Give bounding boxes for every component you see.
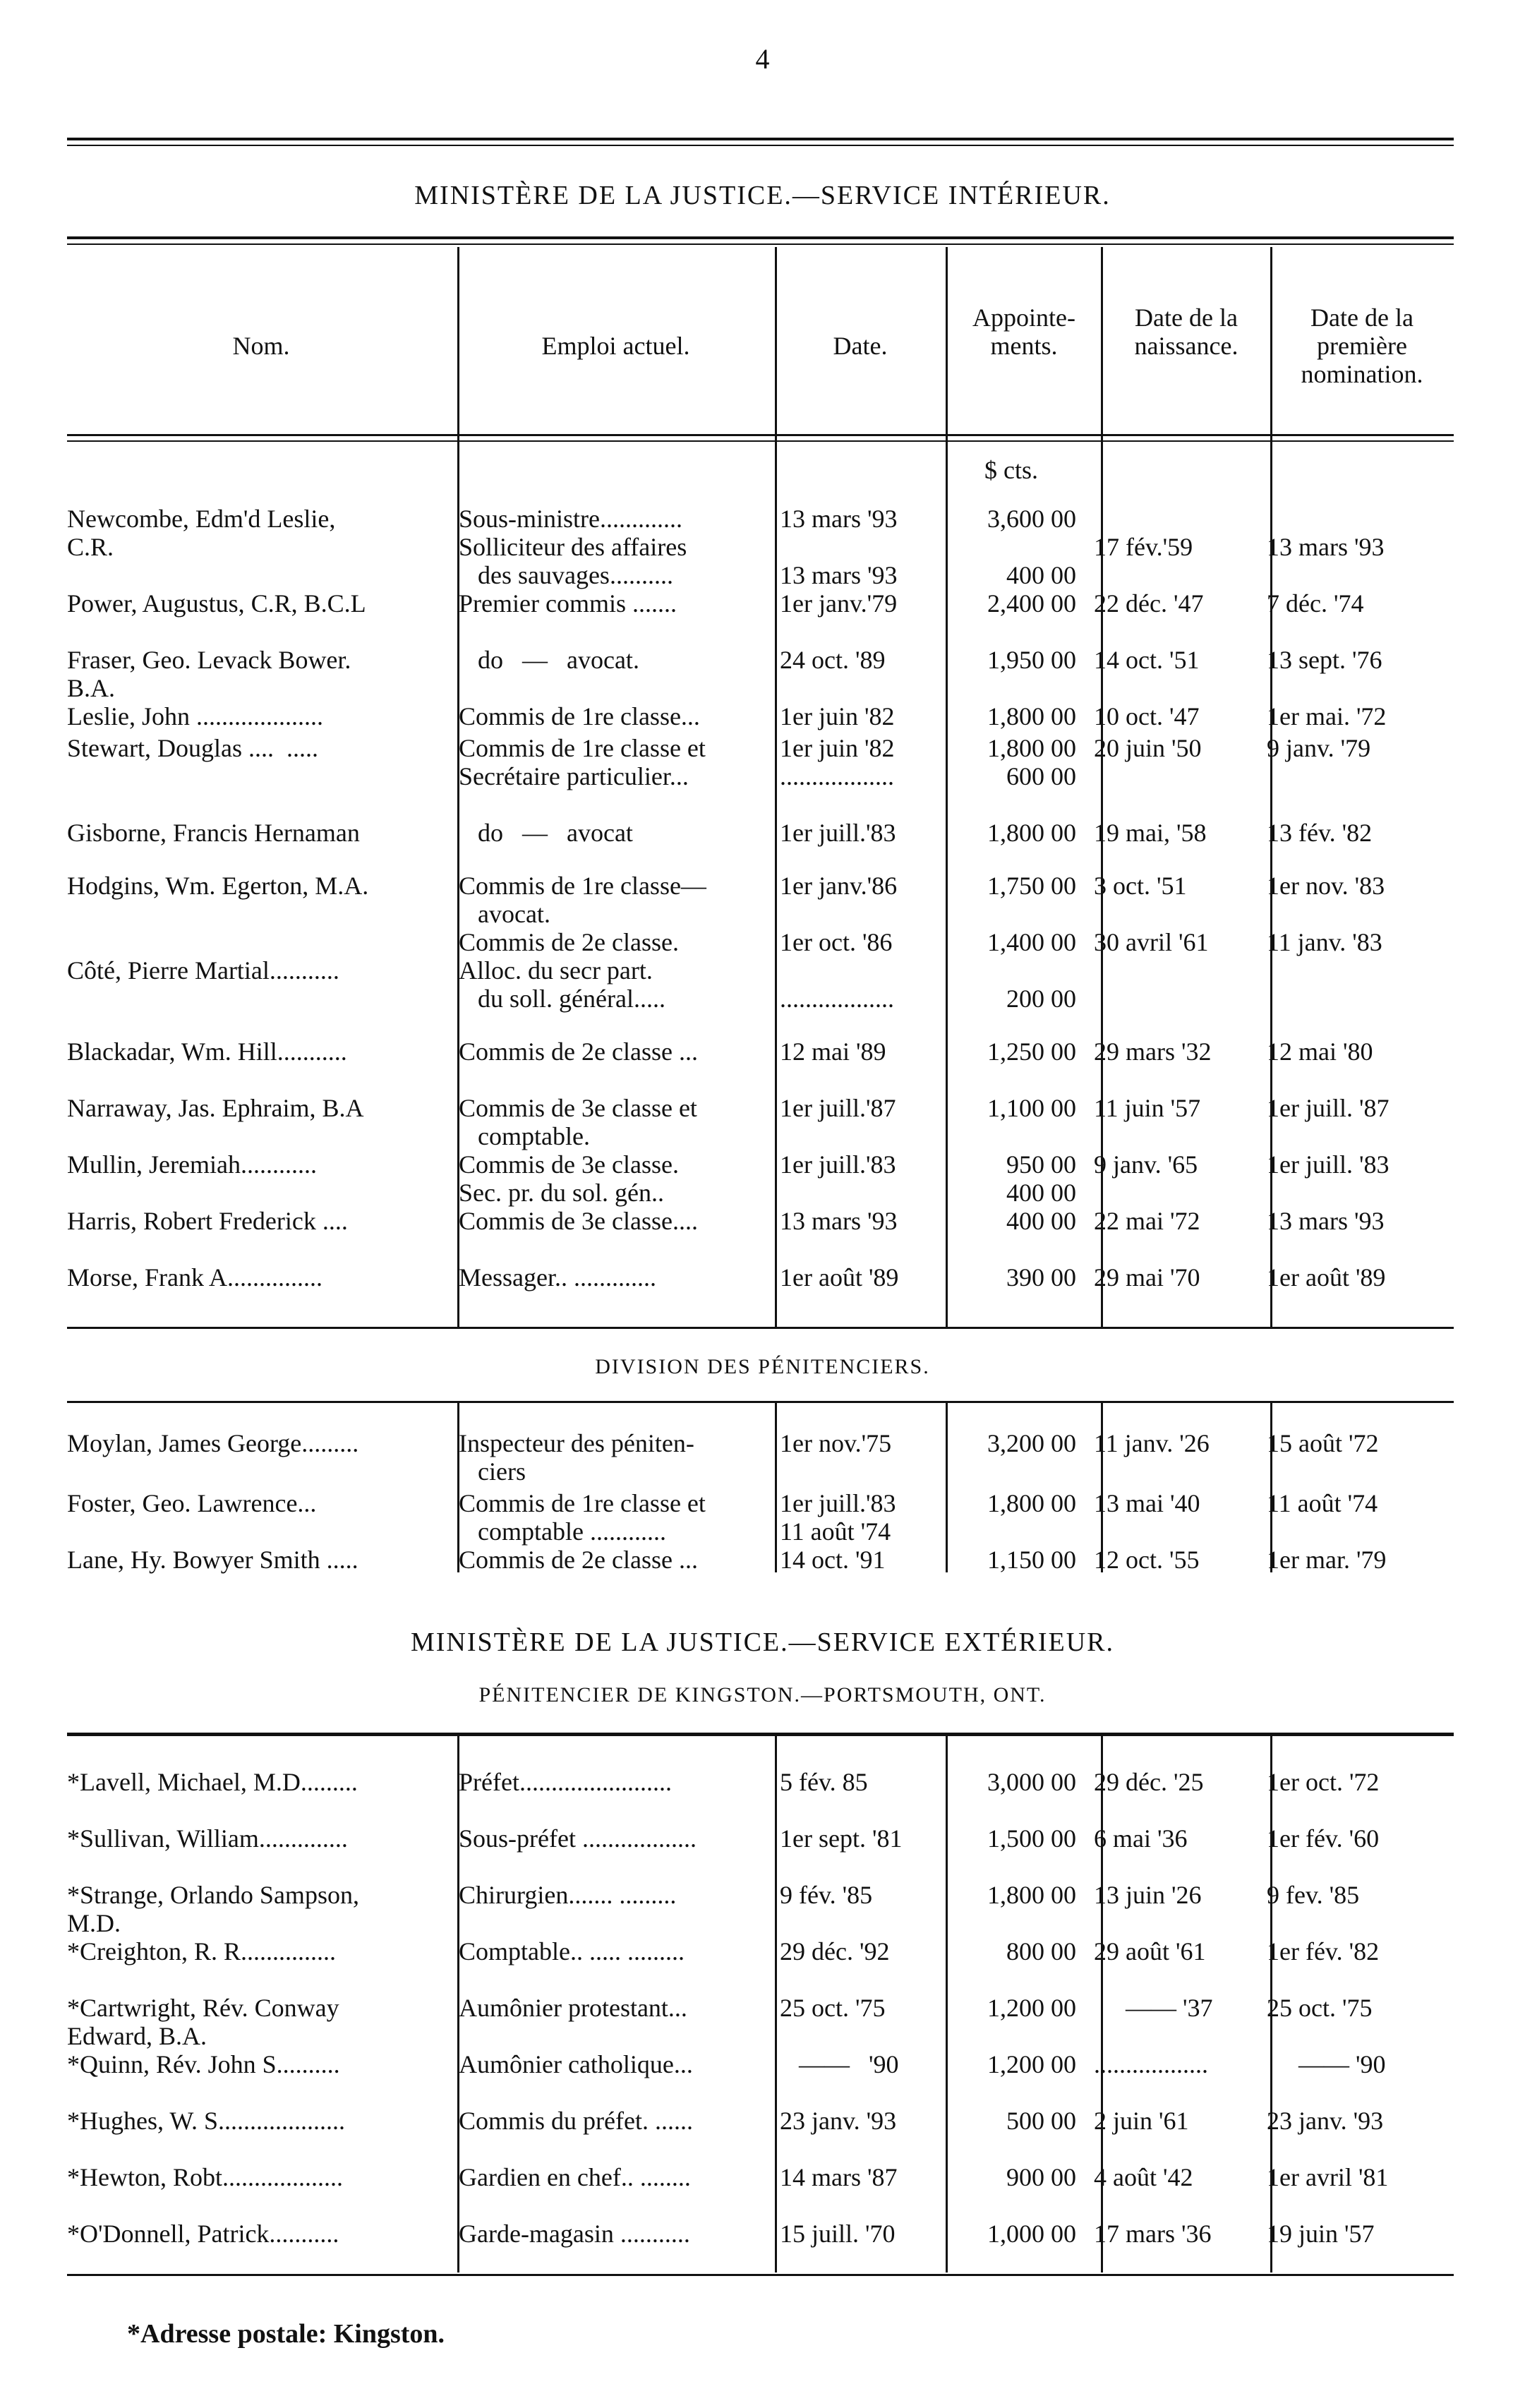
cell-appointements: 800 00 [1006, 1937, 1076, 1965]
cell-premiere-nomination: 1er juill. '87 [1267, 1094, 1390, 1122]
cell-naissance: 17 mars '36 [1094, 2220, 1212, 2248]
cell-date: 1er juill.'87 [780, 1094, 896, 1122]
cell-premiere-nomination: 19 juin '57 [1267, 2220, 1375, 2248]
cell-naissance: 13 juin '26 [1094, 1881, 1202, 1909]
cell-date: 1er oct. '86 .................. [780, 928, 894, 1013]
cell-appointements: 400 00 [1006, 1207, 1076, 1235]
division-top-rule [67, 1327, 1454, 1329]
cell-nom: Leslie, John .................... [67, 702, 323, 730]
cell-premiere-nomination: 11 janv. '83 [1267, 928, 1382, 956]
cell-appointements: 1,750 00 [987, 872, 1076, 900]
cell-nom: Côté, Pierre Martial........... [67, 956, 339, 985]
cell-premiere-nomination: 9 fev. '85 [1267, 1881, 1360, 1909]
header-naissance: Date de la naissance. [1134, 303, 1238, 360]
bottom-rule [67, 2274, 1454, 2276]
cell-date: 14 mars '87 [780, 2163, 898, 2191]
cell-date: 14 oct. '91 [780, 1546, 886, 1574]
cell-date: 29 déc. '92 [780, 1937, 890, 1965]
cell-date: 1er nov.'75 [780, 1429, 892, 1457]
cell-nom: Foster, Geo. Lawrence... [67, 1489, 317, 1517]
cell-naissance: 2 juin '61 [1094, 2107, 1189, 2135]
col-divider-7 [775, 1403, 777, 1572]
cell-nom: Fraser, Geo. Levack Bower. B.A. [67, 646, 351, 702]
col-divider-2 [775, 247, 777, 1327]
header-nom: Nom. [232, 332, 290, 360]
cell-naissance: 9 janv. '65 [1094, 1150, 1198, 1179]
cell-appointements: 950 00 400 00 [1006, 1150, 1076, 1207]
cell-date: 23 janv. '93 [780, 2107, 897, 2135]
cell-appointements: 3,600 00 400 00 [987, 505, 1076, 589]
cell-naissance: 19 mai, '58 [1094, 819, 1207, 847]
cell-naissance: 22 déc. '47 [1094, 589, 1204, 618]
cell-premiere-nomination: 7 déc. '74 [1267, 589, 1364, 618]
cell-nom: *Lavell, Michael, M.D......... [67, 1768, 358, 1796]
cell-premiere-nomination: 9 janv. '79 [1267, 734, 1371, 762]
cell-emploi: Commis de 3e classe.... [459, 1207, 698, 1235]
col-divider-12 [775, 1736, 777, 2272]
cell-premiere-nomination: 1er fév. '60 [1267, 1824, 1380, 1853]
cell-date: 1er janv.'86 [780, 872, 898, 900]
cell-date: 12 mai '89 [780, 1037, 886, 1066]
cell-emploi: Commis de 1re classe... [459, 702, 700, 730]
cell-nom: *Cartwright, Rév. Conway Edward, B.A. [67, 1994, 339, 2050]
cell-emploi: Commis de 3e classe et comptable. [459, 1094, 697, 1150]
cell-nom: Power, Augustus, C.R, B.C.L [67, 589, 366, 618]
cell-appointements: 1,100 00 [987, 1094, 1076, 1122]
cell-emploi: Garde-magasin ........... [459, 2220, 690, 2248]
cell-emploi: Commis de 3e classe. Sec. pr. du sol. gén.. [459, 1150, 679, 1207]
top-rule-thin [67, 145, 1454, 146]
cell-emploi: Commis de 1re classe et Secrétaire particulier... [459, 734, 706, 790]
header-top-rule-thin [67, 243, 1454, 245]
cell-nom: *O'Donnell, Patrick........... [67, 2220, 339, 2248]
cell-naissance: 12 oct. '55 [1094, 1546, 1200, 1574]
cell-emploi: Commis de 1re classe— avocat. [459, 872, 706, 928]
cell-date: 9 fév. '85 [780, 1881, 873, 1909]
cell-nom: Morse, Frank A............... [67, 1263, 323, 1292]
cell-appointements: 1,200 00 [987, 1994, 1076, 2022]
header-emploi: Emploi actuel. [541, 332, 690, 360]
cell-premiere-nomination: 1er mai. '72 [1267, 702, 1387, 730]
cell-emploi: do — avocat. [459, 646, 639, 674]
cell-premiere-nomination: 1er août '89 [1267, 1263, 1386, 1292]
cell-nom: *Strange, Orlando Sampson, M.D. [67, 1881, 359, 1937]
top-rule [67, 138, 1454, 140]
cell-appointements: 1,800 00 [987, 702, 1076, 730]
cell-nom: *Creighton, R. R............... [67, 1937, 337, 1965]
page-number: 4 [755, 43, 770, 75]
cell-naissance: 29 déc. '25 [1094, 1768, 1204, 1796]
cell-date: 1er juill.'83 [780, 819, 896, 847]
title-service-exterieur: MINISTÈRE DE LA JUSTICE.—SERVICE EXTÉRIEUR. [410, 1627, 1115, 1657]
division-penitenciers-title: DIVISION DES PÉNITENCIERS. [595, 1355, 930, 1378]
cell-date: 1er juill.'83 [780, 1150, 896, 1179]
title-service-interieur: MINISTÈRE DE LA JUSTICE.—SERVICE INTÉRIEUR. [414, 181, 1111, 210]
cell-appointements: 390 00 [1006, 1263, 1076, 1292]
cell-nom: Mullin, Jeremiah............ [67, 1150, 317, 1179]
cell-premiere-nomination: 13 fév. '82 [1267, 819, 1373, 847]
header-premiere-nomination: Date de la première nomination. [1301, 303, 1423, 388]
cell-appointements: 1,800 00 [987, 819, 1076, 847]
cell-appointements: 1,150 00 [987, 1546, 1076, 1574]
cell-appointements: 3,200 00 [987, 1429, 1076, 1457]
cell-premiere-nomination: 23 janv. '93 [1267, 2107, 1384, 2135]
cell-date: 13 mars '93 13 mars '93 [780, 505, 898, 589]
cell-nom: Hodgins, Wm. Egerton, M.A. [67, 872, 369, 900]
cell-appointements: 1,200 00 [987, 2050, 1076, 2078]
cell-premiere-nomination: 13 mars '93 [1267, 533, 1385, 561]
cell-emploi: Commis de 1re classe et comptable ............ [459, 1489, 706, 1546]
cell-date: 15 juill. '70 [780, 2220, 896, 2248]
cell-appointements: 1,950 00 [987, 646, 1076, 674]
cell-nom: Blackadar, Wm. Hill........... [67, 1037, 347, 1066]
cell-nom: Narraway, Jas. Ephraim, B.A [67, 1094, 364, 1122]
cell-date: 24 oct. '89 [780, 646, 886, 674]
header-bottom-rule-thin [67, 440, 1454, 442]
cell-date: —— '90 [780, 2050, 899, 2078]
cell-date: 5 fév. 85 [780, 1768, 868, 1796]
cell-date: 1er juill.'83 11 août '74 [780, 1489, 896, 1546]
cell-naissance: 29 mars '32 [1094, 1037, 1212, 1066]
cell-premiere-nomination: 1er fév. '82 [1267, 1937, 1380, 1965]
cell-date: 1er août '89 [780, 1263, 899, 1292]
cell-premiere-nomination: 25 oct. '75 [1267, 1994, 1373, 2022]
kingston-top-rule [67, 1733, 1454, 1736]
cell-nom: *Quinn, Rév. John S.......... [67, 2050, 340, 2078]
cell-naissance: 11 juin '57 [1094, 1094, 1201, 1122]
cell-emploi: Premier commis ....... [459, 589, 677, 618]
cell-emploi: Aumônier catholique... [459, 2050, 693, 2078]
cell-nom: Harris, Robert Frederick .... [67, 1207, 348, 1235]
cell-premiere-nomination: 13 sept. '76 [1267, 646, 1382, 674]
cell-nom: *Sullivan, William.............. [67, 1824, 348, 1853]
subtitle-kingston: PÉNITENCIER DE KINGSTON.—PORTSMOUTH, ONT. [478, 1683, 1047, 1706]
cell-emploi: Sous-ministre............. Solliciteur des affaires des sauvages.......... [459, 505, 687, 589]
cell-emploi: Aumônier protestant... [459, 1994, 687, 2022]
cell-naissance: 20 juin '50 [1094, 734, 1202, 762]
cell-naissance: 30 avril '61 [1094, 928, 1209, 956]
cell-emploi: Comptable.. ..... ......... [459, 1937, 685, 1965]
cell-naissance: 10 oct. '47 [1094, 702, 1200, 730]
cell-premiere-nomination: —— '90 [1267, 2050, 1386, 2078]
cell-emploi: Commis de 2e classe. Alloc. du secr part. du soll. général..... [459, 928, 679, 1013]
cell-nom: Newcombe, Edm'd Leslie, C.R. [67, 505, 336, 561]
cell-date: 1er juin '82 .................. [780, 734, 895, 790]
cell-naissance: 4 août '42 [1094, 2163, 1193, 2191]
cell-premiere-nomination: 1er nov. '83 [1267, 872, 1385, 900]
header-top-rule [67, 236, 1454, 239]
cell-appointements: 1,800 00 [987, 1881, 1076, 1909]
division-bottom-rule [67, 1401, 1454, 1403]
footer-note: *Adresse postale: Kingston. [127, 2319, 445, 2349]
cell-premiere-nomination: 1er oct. '72 [1267, 1768, 1380, 1796]
cell-nom: Lane, Hy. Bowyer Smith ..... [67, 1546, 358, 1574]
cell-naissance: 17 fév.'59 [1094, 533, 1193, 561]
cell-naissance: 11 janv. '26 [1094, 1429, 1210, 1457]
cell-emploi: Messager.. ............. [459, 1263, 656, 1292]
cell-emploi: Commis de 2e classe ... [459, 1546, 698, 1574]
header-appointements: Appointe- ments. [972, 303, 1075, 360]
cell-appointements: 1,400 00 200 00 [987, 928, 1076, 1013]
cell-appointements: 900 00 [1006, 2163, 1076, 2191]
cell-premiere-nomination: 12 mai '80 [1267, 1037, 1373, 1066]
header-bottom-rule [67, 434, 1454, 436]
cell-premiere-nomination: 15 août '72 [1267, 1429, 1379, 1457]
cell-date: 1er sept. '81 [780, 1824, 903, 1853]
cell-appointements: 2,400 00 [987, 589, 1076, 618]
header-date: Date. [833, 332, 888, 360]
cell-naissance: 6 mai '36 [1094, 1824, 1188, 1853]
cell-nom: Gisborne, Francis Hernaman [67, 819, 360, 847]
currency-label: $ cts. [984, 456, 1038, 484]
cell-emploi: Commis du préfet. ...... [459, 2107, 693, 2135]
cell-appointements: 500 00 [1006, 2107, 1076, 2135]
cell-appointements: 3,000 00 [987, 1768, 1076, 1796]
cell-emploi: Gardien en chef.. ........ [459, 2163, 691, 2191]
cell-appointements: 1,250 00 [987, 1037, 1076, 1066]
cell-emploi: do — avocat [459, 819, 633, 847]
cell-naissance: 3 oct. '51 [1094, 872, 1187, 900]
cell-naissance: .................. [1094, 2050, 1208, 2078]
cell-emploi: Commis de 2e classe ... [459, 1037, 698, 1066]
cell-nom: *Hughes, W. S.................... [67, 2107, 346, 2135]
cell-premiere-nomination: 1er juill. '83 [1267, 1150, 1390, 1179]
cell-naissance: 29 mai '70 [1094, 1263, 1200, 1292]
cell-nom: *Hewton, Robt................... [67, 2163, 343, 2191]
cell-date: 1er juin '82 [780, 702, 895, 730]
cell-appointements: 1,000 00 [987, 2220, 1076, 2248]
cell-premiere-nomination: 13 mars '93 [1267, 1207, 1385, 1235]
cell-naissance: 13 mai '40 [1094, 1489, 1200, 1517]
cell-nom: Stewart, Douglas .... ..... [67, 734, 318, 762]
cell-naissance: —— '37 [1094, 1994, 1213, 2022]
cell-naissance: 14 oct. '51 [1094, 646, 1200, 674]
cell-emploi: Préfet........................ [459, 1768, 672, 1796]
cell-appointements: 1,500 00 [987, 1824, 1076, 1853]
cell-naissance: 29 août '61 [1094, 1937, 1206, 1965]
cell-emploi: Sous-préfet .................. [459, 1824, 697, 1853]
cell-premiere-nomination: 1er avril '81 [1267, 2163, 1389, 2191]
cell-nom: Moylan, James George......... [67, 1429, 359, 1457]
cell-appointements: 1,800 00 600 00 [987, 734, 1076, 790]
cell-date: 25 oct. '75 [780, 1994, 886, 2022]
cell-emploi: Inspecteur des péniten- ciers [459, 1429, 694, 1486]
cell-date: 1er janv.'79 [780, 589, 898, 618]
cell-premiere-nomination: 1er mar. '79 [1267, 1546, 1387, 1574]
cell-premiere-nomination: 11 août '74 [1267, 1489, 1378, 1517]
cell-emploi: Chirurgien....... ......... [459, 1881, 677, 1909]
cell-naissance: 22 mai '72 [1094, 1207, 1200, 1235]
cell-date: 13 mars '93 [780, 1207, 898, 1235]
cell-appointements: 1,800 00 [987, 1489, 1076, 1517]
